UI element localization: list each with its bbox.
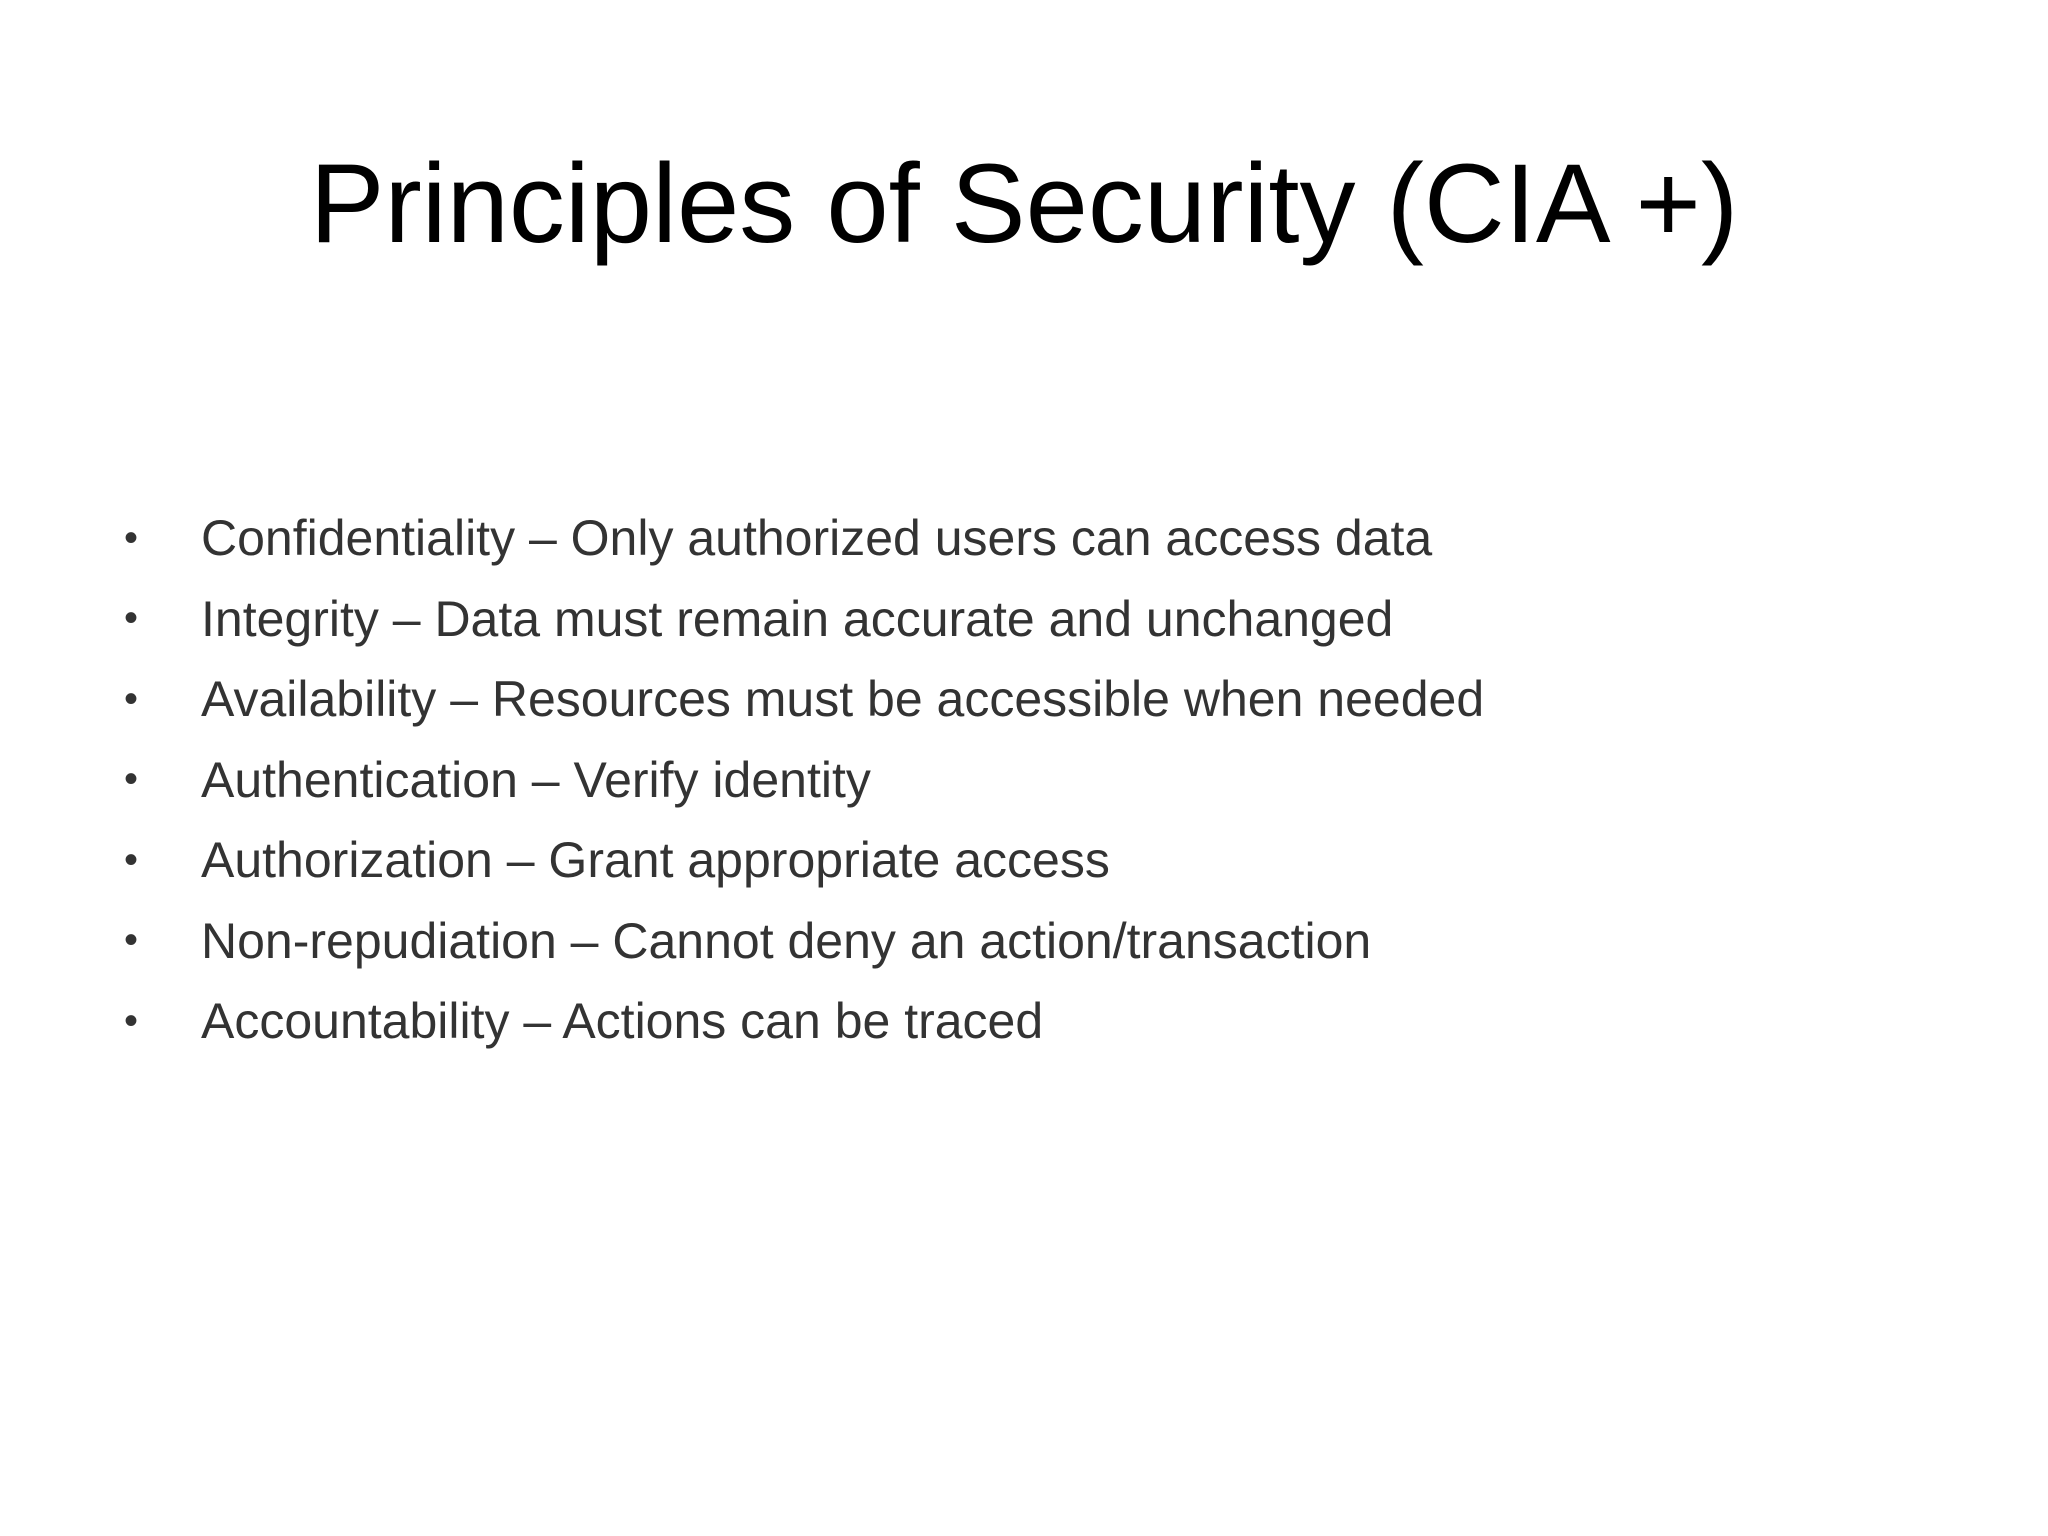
bullet-item-confidentiality — [120, 498, 1900, 579]
bullet-icon: • — [124, 918, 139, 963]
bullet-item-integrity — [120, 579, 1900, 660]
bullet-item-accountability — [120, 981, 1900, 1062]
bullet-list — [120, 498, 1900, 1062]
bullet-item-availability — [120, 659, 1900, 740]
bullet-icon: • — [124, 837, 139, 882]
bullet-item-authorization — [120, 820, 1900, 901]
bullet-text: Authentication – Verify identity — [201, 751, 871, 808]
bullet-icon: • — [124, 757, 139, 802]
bullet-text: Accountability – Actions can be traced — [201, 993, 1044, 1050]
bullet-icon: • — [124, 515, 139, 560]
bullet-text: Availability – Resources must be accessible when needed — [201, 671, 1485, 728]
bullet-icon: • — [124, 676, 139, 721]
bullet-item-authentication — [120, 740, 1900, 821]
bullet-icon: • — [124, 998, 139, 1043]
slide-title: Principles of Security (CIA +) — [309, 141, 1739, 266]
bullet-text: Non-repudiation – Cannot deny an action/transaction — [201, 912, 1372, 969]
bullet-text: Integrity – Data must remain accurate and unchanged — [201, 590, 1394, 647]
bullet-text: Confidentiality – Only authorized users can access data — [201, 510, 1433, 567]
bullet-item-non-repudiation — [120, 901, 1900, 982]
bullet-text: Authorization – Grant appropriate access — [201, 832, 1110, 889]
bullet-icon: • — [124, 596, 139, 641]
